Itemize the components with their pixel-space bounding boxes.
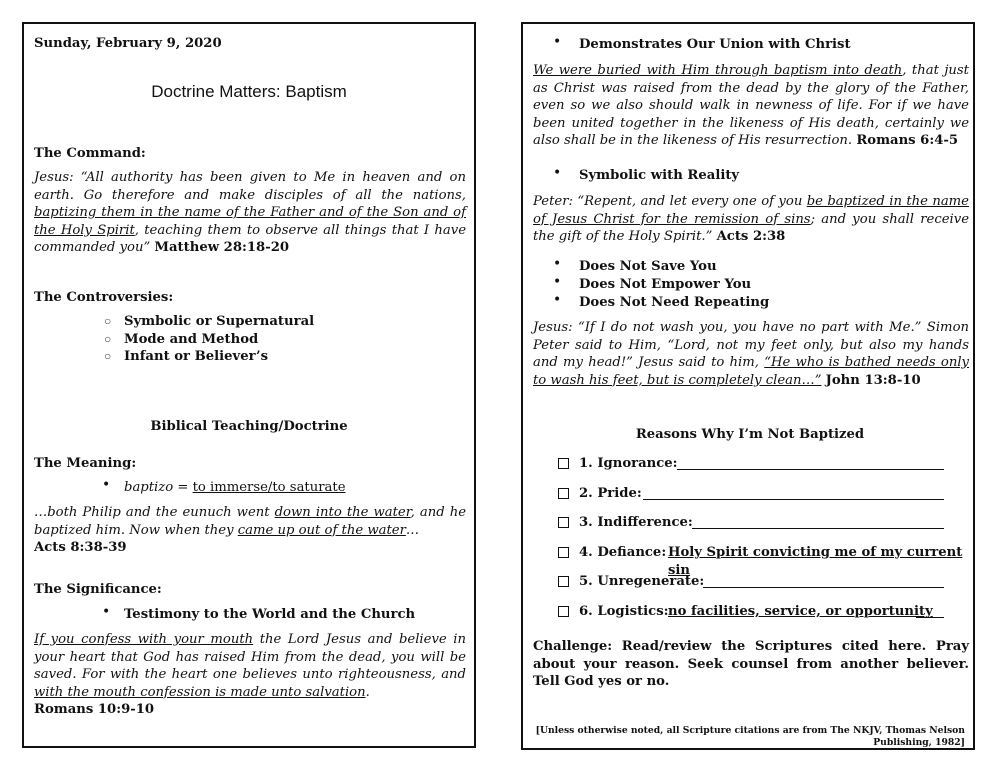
checkbox-pride[interactable] (558, 488, 569, 499)
romans6-quote: We were buried with Him through baptism into death, that just as Christ was raised from the dead by the glory of the Father, even so we also should walk in newness of life. For if we have been united together in the likeness of His death, certainly we also shall be in the likeness of His resurrection. Romans 6:4-5 (533, 63, 969, 149)
answer-line-logistics-tail (916, 617, 944, 618)
answer-line-indifference[interactable] (692, 528, 944, 529)
bullet-icon: • (102, 477, 111, 493)
page-title: Doctrine Matters: Baptism (151, 82, 347, 101)
does-not-item: Does Not Save You (579, 259, 717, 274)
answer-line-pride[interactable] (643, 499, 944, 500)
checkbox-indifference[interactable] (558, 517, 569, 528)
logistics-answer: no facilities, service, or opportunity (668, 604, 933, 619)
acts2-ref: Acts 2:38 (716, 229, 786, 245)
baptizo-definition: baptizo = to immerse/to saturate (124, 480, 346, 495)
romans10-ref: Romans 10:9-10 (34, 702, 155, 717)
command-heading: The Command: (34, 146, 146, 161)
acts8-quote: …both Philip and the eunuch went down into the water, and he baptized him. Now when they came up out of the water… (34, 505, 466, 538)
controversy-item: Infant or Believer’s (124, 349, 269, 364)
command-ref: Matthew 28:18-20 (154, 240, 290, 256)
bullet-icon: • (102, 604, 111, 620)
symbolic-bullet: Symbolic with Reality (579, 168, 740, 183)
circle-bullet-icon: ○ (104, 332, 112, 346)
checkbox-ignorance[interactable] (558, 458, 569, 469)
circle-bullet-icon: ○ (104, 349, 112, 363)
controversy-item: Mode and Method (124, 332, 259, 347)
reason-label: 6. Logistics: (579, 604, 669, 619)
significance-bullet: Testimony to the World and the Church (124, 607, 416, 622)
bullet-icon: • (553, 256, 562, 272)
does-not-item: Does Not Empower You (579, 277, 752, 292)
acts8-ref: Acts 8:38-39 (34, 540, 127, 555)
reason-label: 2. Pride: (579, 486, 642, 501)
romans10-quote: If you confess with your mouth the Lord Jesus and believe in your heart that God has raised Him from the dead, you will be saved. For with the heart one believes unto righteousness, and with the mouth confession is made unto salvation. (34, 632, 466, 700)
significance-heading: The Significance: (34, 582, 162, 597)
bullet-icon: • (553, 274, 562, 290)
challenge-text: Challenge: Read/review the Scriptures cited here. Pray about your reason. Seek counsel from another believer. Tell God yes or no. (533, 639, 969, 690)
reason-label: 3. Indifference: (579, 515, 693, 530)
checkbox-logistics[interactable] (558, 606, 569, 617)
john13-quote: Jesus: “If I do not wash you, you have no part with Me.” Simon Peter said to Him, “Lord, not my feet only, but also my hands and my head!” Jesus said to him, “He who is bathed needs only to wash his feet, but is completely clean…” John 13:8-10 (533, 320, 970, 388)
controversies-heading: The Controversies: (34, 290, 174, 305)
meaning-heading: The Meaning: (34, 456, 137, 471)
john13-ref: John 13:8-10 (825, 372, 921, 388)
bullet-icon: • (553, 292, 562, 308)
circle-bullet-icon: ○ (104, 314, 112, 328)
controversy-item: Symbolic or Supernatural (124, 314, 315, 329)
does-not-item: Does Not Need Repeating (579, 295, 770, 310)
footnote: [Unless otherwise noted, all Scripture citations are from The NKJV, Thomas Nelson Publishing, 1982] (535, 725, 965, 748)
defiance-answer: Holy Spirit convicting me of my current sin (668, 545, 963, 578)
romans6-ref: Romans 6:4-5 (856, 133, 959, 149)
date-line: Sunday, February 9, 2020 (34, 36, 222, 51)
reason-label: 4. Defiance: (579, 545, 667, 560)
answer-line-unregenerate[interactable] (703, 587, 944, 588)
reason-label: 1. Ignorance: (579, 456, 678, 471)
checkbox-defiance[interactable] (558, 547, 569, 558)
left-panel (22, 22, 476, 748)
bullet-icon: • (553, 165, 562, 181)
command-quote: Jesus: “All authority has been given to Me in heaven and on earth. Go therefore and make disciples of all the nations, baptizing them in the name of the Father and of the Son and of the Holy Spirit, teaching them to observe all things that I have commanded you” Matthew 28:18-20 (34, 170, 466, 256)
reasons-heading: Reasons Why I’m Not Baptized (635, 427, 865, 442)
right-panel (521, 22, 975, 750)
union-bullet: Demonstrates Our Union with Christ (579, 37, 851, 52)
checkbox-unregenerate[interactable] (558, 576, 569, 587)
teaching-heading: Biblical Teaching/Doctrine (150, 419, 348, 434)
acts2-quote: Peter: “Repent, and let every one of you be baptized in the name of Jesus Christ for the remission of sins; and you shall receive the gift of the Holy Spirit.” Acts 2:38 (533, 194, 969, 245)
answer-line-ignorance[interactable] (677, 469, 944, 470)
reason-label: 5. Unregenerate: (579, 574, 705, 589)
bullet-icon: • (553, 34, 562, 50)
